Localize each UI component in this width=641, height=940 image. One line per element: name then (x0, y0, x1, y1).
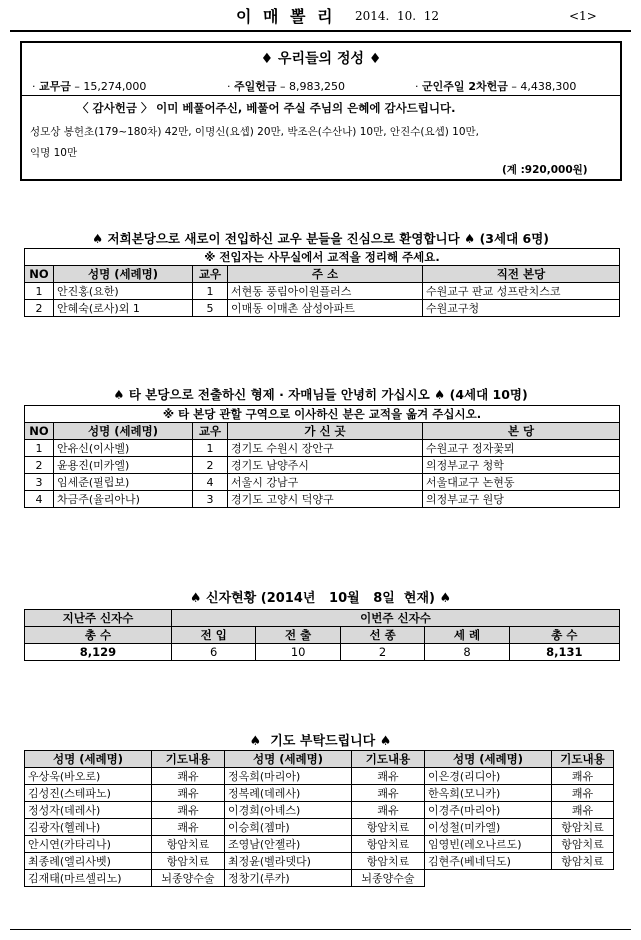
transfer-out-note: ※ 타 본당 관할 구역으로 이사하신 분은 교적을 옮겨 주십시오. (25, 406, 620, 423)
offering-value: 15,274,000 (83, 80, 147, 93)
cell-prayer: 쾌유 (552, 785, 614, 802)
header-rule (10, 30, 631, 32)
cell-name: 이은경(리디아) (425, 768, 552, 785)
cell-name: 정창기(루카) (225, 870, 352, 887)
cell-prayer: 항암치료 (352, 819, 425, 836)
cell-name: 이경희(아녜스) (225, 802, 352, 819)
cell-count: 2 (193, 457, 228, 474)
col-header: 가 신 곳 (228, 423, 423, 440)
table-row (25, 457, 620, 474)
cell-no: 2 (25, 300, 54, 317)
transfer-out-count: 10 (256, 644, 340, 661)
transfer-in-note: ※ 전입자는 사무실에서 교적을 정리해 주세요. (25, 249, 620, 266)
cell-prayer: 항암치료 (152, 836, 225, 853)
thanks-label: 〈 감사헌금 〉 (77, 101, 153, 115)
col-header: 본 당 (423, 423, 620, 440)
cell-name: 이성철(미카엘) (425, 819, 552, 836)
cell-empty (552, 870, 614, 887)
col-header: 총 수 (509, 627, 619, 644)
cell-address: 이매동 이매촌 삼성아파트 (228, 300, 423, 317)
col-header: 세 례 (425, 627, 509, 644)
col-header: 주 소 (228, 266, 423, 283)
cell-destination: 경기도 수원시 장안구 (228, 440, 423, 457)
bulletin-title: 이 매 뽈 리 (236, 7, 336, 26)
cell-prayer: 항암치료 (552, 836, 614, 853)
cell-parish: 의정부교구 청학 (423, 457, 620, 474)
col-header: 선 종 (340, 627, 424, 644)
col-header: 총 수 (25, 627, 172, 644)
cell-prayer: 항암치료 (352, 853, 425, 870)
col-header: 전 입 (172, 627, 256, 644)
table-row (25, 853, 614, 870)
offering-divider (22, 95, 620, 96)
table-row (25, 785, 614, 802)
col-header: 성명 (세례명) (54, 266, 193, 283)
cell-name: 임영빈(레오나르도) (425, 836, 552, 853)
cell-name: 안혜숙(로사)외 1 (54, 300, 193, 317)
offering-box (20, 41, 622, 181)
cell-name: 한옥희(모니카) (425, 785, 552, 802)
cell-count: 5 (193, 300, 228, 317)
last-week-total: 8,129 (25, 644, 172, 661)
col-header: NO (25, 266, 54, 283)
cell-name: 안유신(이사벨) (54, 440, 193, 457)
cell-count: 1 (193, 283, 228, 300)
col-header: 성명 (세례명) (425, 751, 552, 768)
cell-destination: 경기도 고양시 덕양구 (228, 491, 423, 508)
cell-prayer: 쾌유 (152, 785, 225, 802)
cell-prayer: 쾌유 (152, 802, 225, 819)
cell-prayer: 쾌유 (352, 802, 425, 819)
cell-address: 서현동 풍림아이원플러스 (228, 283, 423, 300)
cell-prayer: 쾌유 (152, 819, 225, 836)
this-week-total: 8,131 (509, 644, 619, 661)
cell-name: 김성진(스테파노) (25, 785, 152, 802)
cell-no: 1 (25, 283, 54, 300)
table-row (25, 440, 620, 457)
cell-prayer: 쾌유 (152, 768, 225, 785)
transfer-in-table (24, 248, 620, 317)
prayer-table (24, 750, 614, 887)
thanks-line (77, 100, 455, 116)
col-header: 성명 (세례명) (25, 751, 152, 768)
col-header: 기도내용 (352, 751, 425, 768)
cell-name: 최정윤(벨라뎃다) (225, 853, 352, 870)
cell-parish: 수원교구 판교 성프란치스코 (423, 283, 620, 300)
cell-name: 정성자(데레사) (25, 802, 152, 819)
cell-name: 김광자(헬레나) (25, 819, 152, 836)
col-header: 교우 (193, 266, 228, 283)
cell-prayer: 항암치료 (552, 819, 614, 836)
table-row (25, 819, 614, 836)
offering-item-sunday: · 주일헌금 – 8,983,250 (227, 80, 345, 93)
offering-value: 4,438,300 (520, 80, 577, 93)
cell-prayer: 항암치료 (552, 853, 614, 870)
thanks-text: 이미 베풀어주신, 베풀어 주실 주님의 은혜에 감사드립니다. (156, 101, 456, 115)
cell-prayer: 항암치료 (352, 836, 425, 853)
col-header: 기도내용 (552, 751, 614, 768)
cell-name: 안진홍(요한) (54, 283, 193, 300)
last-week-label: 지난주 신자수 (25, 610, 172, 627)
table-row (25, 836, 614, 853)
col-header: 전 출 (256, 627, 340, 644)
table-row (25, 474, 620, 491)
cell-prayer: 쾌유 (552, 802, 614, 819)
cell-name: 임세준(필립보) (54, 474, 193, 491)
donors-line-2: 익명 10만 (30, 147, 78, 159)
cell-parish: 수원교구청 (423, 300, 620, 317)
table-row (25, 491, 620, 508)
offering-item-military: · 군인주일 2차헌금 – 4,438,300 (415, 80, 577, 93)
believers-table (24, 609, 620, 661)
cell-name: 이승희(젬마) (225, 819, 352, 836)
cell-name: 최종례(엘리사벳) (25, 853, 152, 870)
baptism-count: 8 (425, 644, 509, 661)
cell-prayer: 쾌유 (352, 768, 425, 785)
col-header: 성명 (세례명) (54, 423, 193, 440)
table-row (25, 870, 614, 887)
cell-count: 1 (193, 440, 228, 457)
transfer-out-title: ♠ 타 본당으로 전출하신 형제 · 자매님들 안녕히 가십시오 ♠ (4세대 10명) (113, 387, 528, 402)
cell-prayer: 뇌종양수술 (152, 870, 225, 887)
offering-label: 군인주일 2차헌금 (422, 80, 508, 93)
cell-no: 4 (25, 491, 54, 508)
cell-name: 조영남(안젤라) (225, 836, 352, 853)
offering-label: 주일헌금 (234, 80, 277, 93)
deceased-count: 2 (340, 644, 424, 661)
col-header: 기도내용 (152, 751, 225, 768)
cell-prayer: 쾌유 (352, 785, 425, 802)
cell-name: 윤용진(미카엘) (54, 457, 193, 474)
cell-destination: 경기도 남양주시 (228, 457, 423, 474)
cell-parish: 수원교구 정자꽃뫼 (423, 440, 620, 457)
cell-name: 정옥희(마리아) (225, 768, 352, 785)
cell-count: 3 (193, 491, 228, 508)
offering-label: 교무금 (39, 80, 71, 93)
cell-no: 2 (25, 457, 54, 474)
cell-no: 3 (25, 474, 54, 491)
offering-title: ♦ 우리들의 정성 ♦ (260, 51, 382, 67)
cell-name: 우상욱(바오로) (25, 768, 152, 785)
cell-prayer: 쾌유 (552, 768, 614, 785)
transfer-out-table (24, 405, 620, 508)
cell-count: 4 (193, 474, 228, 491)
prayer-title: ♠ 기도 부탁드립니다 ♠ (249, 734, 392, 749)
bulletin-date: 2014. 10. 12 (355, 9, 439, 23)
offering-total: (계 :920,000원) (502, 164, 588, 176)
cell-empty (425, 870, 552, 887)
col-header: 교우 (193, 423, 228, 440)
cell-name: 안시연(카타리나) (25, 836, 152, 853)
this-week-label: 이번주 신자수 (172, 610, 620, 627)
footer-rule (10, 929, 631, 930)
transfer-in-count: 6 (172, 644, 256, 661)
cell-parish: 의정부교구 원당 (423, 491, 620, 508)
cell-prayer: 뇌종양수술 (352, 870, 425, 887)
table-row (25, 768, 614, 785)
offering-value: 8,983,250 (289, 80, 345, 93)
cell-name: 김재태(마르셀리노) (25, 870, 152, 887)
cell-prayer: 항암치료 (152, 853, 225, 870)
cell-name: 차금주(율리아나) (54, 491, 193, 508)
believers-title: ♠ 신자현황 (2014년 10월 8일 현재) ♠ (189, 591, 452, 606)
table-row (25, 283, 620, 300)
donors-line-1: 성모상 봉헌초(179~180차) 42만, 이명신(요셉) 20만, 박조은(수산나) 10만, 안진수(요셉) 10만, (30, 126, 480, 138)
transfer-in-title: ♠ 저희본당으로 새로이 전입하신 교우 분들을 진심으로 환영합니다 ♠ (3세대 6명) (91, 231, 549, 246)
cell-name: 이경주(마리아) (425, 802, 552, 819)
cell-parish: 서울대교구 논현동 (423, 474, 620, 491)
table-row (25, 802, 614, 819)
cell-no: 1 (25, 440, 54, 457)
cell-name: 김현주(베네딕도) (425, 853, 552, 870)
col-header: 직전 본당 (423, 266, 620, 283)
table-row (25, 644, 620, 661)
col-header: 성명 (세례명) (225, 751, 352, 768)
cell-name: 정복례(데레사) (225, 785, 352, 802)
cell-destination: 서울시 강남구 (228, 474, 423, 491)
table-row (25, 300, 620, 317)
offering-item-tithe: · 교무금 – 15,274,000 (32, 80, 147, 93)
col-header: NO (25, 423, 54, 440)
page-number: <1> (569, 9, 597, 23)
